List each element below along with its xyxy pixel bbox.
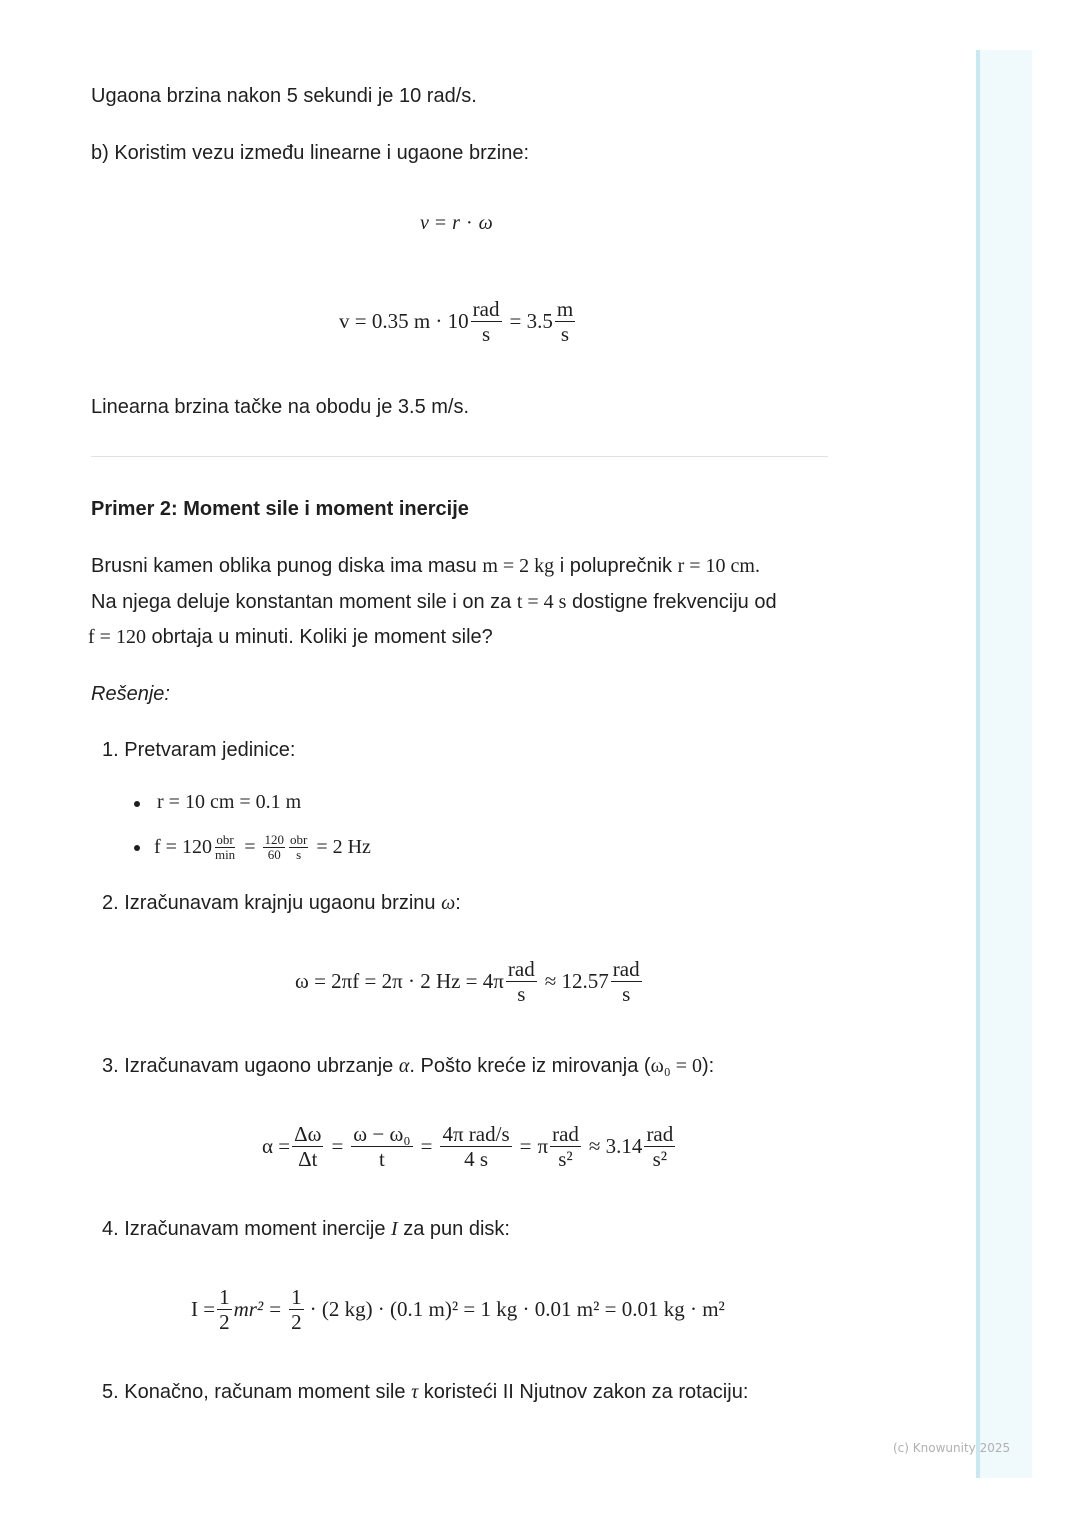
- fraction: $\frac{\text{rad}}{\text{s²}}$: [552, 1122, 579, 1172]
- radius-value: r = 10 cm.: [677, 555, 760, 577]
- fraction: $\frac{\text{obr}}{\min}$: [214, 832, 236, 862]
- step-1: 1. Pretvaram jedinice:: [102, 739, 296, 761]
- time-value: t = 4 s: [516, 591, 567, 613]
- velocity-result-text: Linearna brzina tačke na obodu je 3.5 m/s.: [91, 396, 470, 418]
- example-2-heading: Primer 2: Moment sile i moment inercije: [91, 498, 469, 520]
- formula-v: v: [420, 212, 429, 234]
- fraction: $\frac{1}{2}$: [219, 1285, 230, 1335]
- fraction: $\frac{\text{obr}}{s}$: [289, 832, 308, 862]
- fraction: $\frac{1}{2}$: [291, 1285, 302, 1335]
- problem-line-2: Na njega deluje konstantan moment sile i on za t = 4 s dostigne frekvenciju od: [91, 591, 777, 613]
- omega-result-text: Ugaona brzina nakon 5 sekundi je 10 rad/s.: [91, 85, 477, 107]
- frequency-conversion: f = 120 $\frac{\text{obr}}{\min}$ = $\frac{120}{60}$ $\frac{\text{obr}}{s}$ = 2 Hz: [154, 832, 371, 862]
- bullet-dot: [134, 845, 140, 851]
- radius-conversion: r = 10 cm = 0.1 m: [157, 791, 302, 813]
- problem-line-1: Brusni kamen oblika punog diska ima masu m = 2 kg i poluprečnik r = 10 cm.: [91, 555, 760, 577]
- fraction: $\frac{\text{rad}}{s}$: [507, 957, 535, 1007]
- section-divider: [91, 456, 828, 457]
- bullet-dot: [134, 801, 140, 807]
- velocity-numeric-equation: [339, 297, 577, 346]
- fraction: $\frac{\text{4π rad/s}}{4 s}$: [442, 1122, 510, 1172]
- fraction: $\frac{\text{rad}}{\text{s²}}$: [646, 1122, 674, 1172]
- angular-velocity-equation: ω = 2πf = 2π · 2 Hz = 4π $\frac{\text{rad}}{s}$ ≈ 12.57 $\frac{\text{rad}}{s}$: [295, 957, 640, 1007]
- step-5: 5. Konačno, računam moment sile τ koristeći II Njutnov zakon za rotaciju:: [102, 1381, 749, 1403]
- formula-omega: ω: [478, 212, 493, 234]
- fraction: $\frac{\Delta\omega}{\Delta t}$: [294, 1122, 322, 1172]
- copyright-notice: (c) Knowunity 2025: [893, 1441, 1011, 1455]
- step-4: 4. Izračunavam moment inercije I za pun disk:: [102, 1218, 510, 1240]
- formula-r: r: [452, 212, 460, 234]
- fraction: $\frac{\text{rad}}{s}$: [472, 297, 500, 347]
- eq-mid: = 3.5: [509, 309, 553, 334]
- eq-lhs: v = 0.35 m · 10: [339, 309, 469, 334]
- fraction: $\frac{120}{60}$: [264, 832, 284, 862]
- part-b-text: b) Koristim vezu između linearne i ugaone brzine:: [91, 142, 529, 164]
- mass-value: m = 2 kg: [482, 555, 555, 577]
- step-2: 2. Izračunavam krajnju ugaonu brzinu ω:: [102, 892, 461, 914]
- fraction: $\frac{\text{ω − ω₀}}{t}$: [353, 1122, 411, 1172]
- angular-acceleration-equation: α = $\frac{\Delta\omega}{\Delta t}$ = $\frac{\text{ω − ω₀}}{t}$ = $\frac{\text{4π rad/s}}{4 s}$ = π $\frac{\text{rad}}{\text{s²}}$ ≈ 3.14 $\frac{\text{rad}}{\text{s²}}$: [262, 1122, 674, 1172]
- step-3: 3. Izračunavam ugaono ubrzanje α. Pošto kreće iz mirovanja (ω₀ = 0):: [102, 1055, 715, 1077]
- right-margin-panel: [976, 50, 1032, 1478]
- frequency-value: f = 120: [88, 626, 146, 648]
- solution-label: Rešenje:: [91, 683, 170, 705]
- fraction: $\frac{m}{s}$: [556, 297, 574, 347]
- fraction: $\frac{\text{rad}}{s}$: [612, 957, 640, 1007]
- problem-line-3: f = 120 obrtaja u minuti. Koliki je moment sile?: [88, 626, 493, 648]
- velocity-formula: v = r · ω: [420, 212, 493, 234]
- moment-of-inertia-equation: I = $\frac{1}{2}$ mr² = $\frac{1}{2}$ · (2 kg) · (0.1 m)² = 1 kg · 0.01 m² = 0.01 kg · m²: [191, 1285, 725, 1335]
